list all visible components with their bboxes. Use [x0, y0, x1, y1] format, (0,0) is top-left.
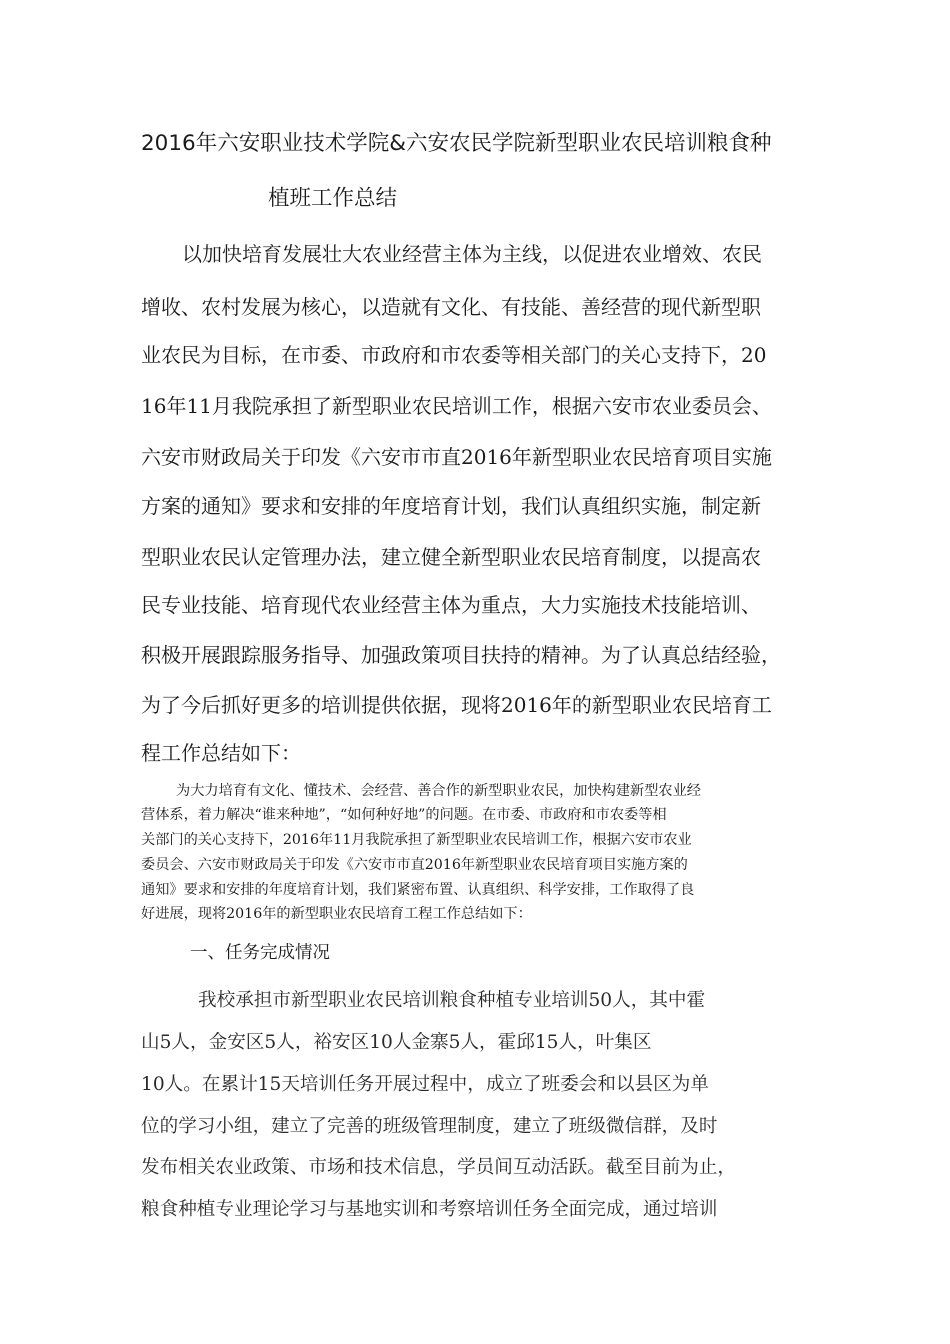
paragraph-2-line: 好进展，现将2016年的新型职业农民培育工程工作总结如下：: [141, 906, 532, 922]
paragraph-2-line: 关部门的关心支持下，2016年11月我院承担了新型职业农民培训工作，根据六安市农业: [141, 832, 692, 848]
paragraph-3-line: 10人。在累计15天培训任务开展过程中，成立了班委会和以县区为单: [141, 1074, 709, 1095]
paragraph-1-line: 六安市财政局关于印发《六安市市直2016年新型职业农民培育项目实施: [141, 445, 772, 469]
paragraph-1-line: 16年11月我院承担了新型职业农民培训工作，根据六安市农业委员会、: [141, 394, 772, 418]
paragraph-1-line: 业农民为目标，在市委、市政府和市农委等相关部门的关心支持下，20: [141, 343, 767, 367]
paragraph-2-line: 为大力培育有文化、懂技术、会经营、善合作的新型职业农民，加快构建新型农业经: [176, 783, 701, 799]
section-heading: 一、任务完成情况: [190, 943, 330, 963]
paragraph-2-line: 营体系，着力解决“谁来种地”，“如何种好地”的问题。在市委、市政府和市农委等相: [141, 807, 667, 823]
paragraph-1-line: 方案的通知》要求和安排的年度培育计划，我们认真组织实施，制定新: [141, 494, 761, 518]
paragraph-2-line: 委员会、六安市财政局关于印发《六安市市直2016年新型职业农民培育项目实施方案的: [141, 857, 688, 873]
paragraph-1-line: 增收、农村发展为核心，以造就有文化、有技能、善经营的现代新型职: [141, 295, 761, 319]
paragraph-1-line: 程工作总结如下：: [141, 741, 301, 765]
paragraph-3-line: 位的学习小组，建立了完善的班级管理制度，建立了班级微信群，及时: [141, 1116, 718, 1137]
paragraph-3-line: 我校承担市新型职业农民培训粮食种植专业培训50人，其中霍: [198, 990, 706, 1011]
document-title-line-1: 2016年六安职业技术学院&六安农民学院新型职业农民培训粮食种: [141, 131, 772, 156]
paragraph-1-line: 为了今后抓好更多的培训提供依据，现将2016年的新型职业农民培育工: [141, 693, 772, 717]
document-title-line-2: 植班工作总结: [268, 186, 398, 211]
paragraph-1-line: 型职业农民认定管理办法，建立健全新型职业农民培育制度，以提高农: [141, 545, 761, 569]
paragraph-3-line: 山5人，金安区5人，裕安区10人金寨5人，霍邱15人，叶集区: [141, 1032, 652, 1053]
paragraph-2-line: 通知》要求和安排的年度培育计划，我们紧密布置、认真组织、科学安排，工作取得了良: [141, 882, 695, 898]
paragraph-3-line: 发布相关农业政策、市场和技术信息，学员间互动活跃。截至目前为止，: [141, 1157, 737, 1178]
paragraph-1-line: 以加快培育发展壮大农业经营主体为主线，以促进农业增效、农民: [182, 242, 762, 266]
paragraph-3-line: 粮食种植专业理论学习与基地实训和考察培训任务全面完成，通过培训: [141, 1199, 718, 1220]
paragraph-1-line: 民专业技能、培育现代农业经营主体为重点，大力实施技术技能培训、: [141, 593, 761, 617]
paragraph-1-line: 积极开展跟踪服务指导、加强政策项目扶持的精神。为了认真总结经验，: [141, 643, 781, 667]
